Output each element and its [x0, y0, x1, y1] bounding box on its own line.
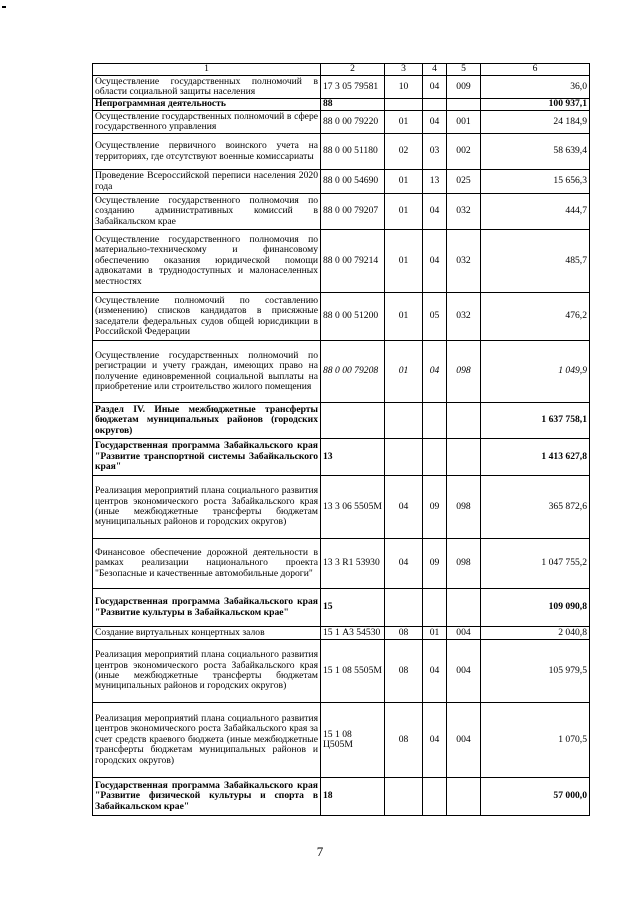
row-col4: 03: [423, 134, 447, 170]
row-name: Создание виртуальных концертных залов: [93, 627, 321, 640]
row-name: Реализация мероприятий плана социального развития центров экономического роста Забайкальского края (иные межбюджетные трансферты бюджетам муниципальных районов и городских округов): [93, 640, 321, 703]
table-row: [93, 341, 590, 403]
row-col3: [385, 778, 423, 816]
row-amount: 36,0: [481, 76, 590, 99]
row-col4: 09: [423, 539, 447, 589]
row-col4: 04: [423, 640, 447, 703]
table-row: [93, 99, 590, 111]
row-code: 88 0 00 51180: [321, 134, 385, 170]
row-name: Государственная программа Забайкальского края "Развитие физической культуры и спорта в Забайкальском крае": [93, 778, 321, 816]
row-name: Государственная программа Забайкальского края "Развитие транспортной системы Забайкальского края": [93, 439, 321, 476]
row-code: 18: [321, 778, 385, 816]
table-header-row: [93, 64, 590, 76]
row-code: 13: [321, 439, 385, 476]
row-col3: 01: [385, 293, 423, 341]
row-amount: 1 637 758,1: [481, 403, 590, 439]
row-col3: 10: [385, 76, 423, 99]
row-col4: 09: [423, 476, 447, 539]
row-name: Государственная программа Забайкальского края "Развитие культуры в Забайкальском крае": [93, 589, 321, 627]
row-amount: 58 639,4: [481, 134, 590, 170]
row-amount: 24 184,9: [481, 111, 590, 134]
row-col3: 08: [385, 703, 423, 778]
edge-mark: [2, 6, 6, 8]
row-col4: 04: [423, 703, 447, 778]
row-col5: 098: [447, 476, 481, 539]
budget-table: [92, 63, 590, 816]
row-col5: [447, 99, 481, 111]
row-col5: 001: [447, 111, 481, 134]
table-row: [93, 134, 590, 170]
row-amount: 444,7: [481, 194, 590, 230]
row-col4: 04: [423, 111, 447, 134]
column-header: 5: [447, 64, 481, 76]
row-code: 88 0 00 79220: [321, 111, 385, 134]
row-name: Финансовое обеспечение дорожной деятельности в рамках реализации национального проекта "Безопасные и качественные автомобильные дороги": [93, 539, 321, 589]
table-row: [93, 76, 590, 99]
table-row: [93, 476, 590, 539]
row-amount: 2 040,8: [481, 627, 590, 640]
table-row: [93, 230, 590, 293]
row-col3: 01: [385, 111, 423, 134]
row-name: Осуществление полномочий по составлению (изменению) списков кандидатов в присяжные заседатели федеральных судов общей юрисдикции в Российской Федерации: [93, 293, 321, 341]
row-col4: 04: [423, 230, 447, 293]
table-row: [93, 111, 590, 134]
row-col3: 04: [385, 476, 423, 539]
row-amount: 476,2: [481, 293, 590, 341]
row-col4: [423, 403, 447, 439]
row-col4: 04: [423, 194, 447, 230]
row-amount: 485,7: [481, 230, 590, 293]
row-col3: 01: [385, 194, 423, 230]
row-col5: 098: [447, 539, 481, 589]
row-code: 15 1 08 Ц505М: [321, 703, 385, 778]
row-col3: 01: [385, 230, 423, 293]
row-amount: 1 413 627,8: [481, 439, 590, 476]
row-amount: 100 937,1: [481, 99, 590, 111]
table-row: [93, 627, 590, 640]
row-amount: 1 047 755,2: [481, 539, 590, 589]
table-row: [93, 170, 590, 194]
table-row: [93, 439, 590, 476]
row-amount: 105 979,5: [481, 640, 590, 703]
row-col5: 032: [447, 293, 481, 341]
row-col4: 04: [423, 341, 447, 403]
row-name: Реализация мероприятий плана социального развития центров экономического роста Забайкальского края (иные межбюджетные трансферты бюджетам муниципальных районов и городских округов): [93, 476, 321, 539]
row-code: 88: [321, 99, 385, 111]
row-col3: 01: [385, 170, 423, 194]
row-name: Реализация мероприятий плана социального развития центров экономического роста Забайкальского края за счет средств краевого бюджета (иные межбюджетные трансферты бюджетам муниципальных районов и городских округов): [93, 703, 321, 778]
row-amount: 1 049,9: [481, 341, 590, 403]
column-header: 6: [481, 64, 590, 76]
row-code: 88 0 00 79214: [321, 230, 385, 293]
row-name: Непрограммная деятельность: [93, 99, 321, 111]
row-col3: 01: [385, 341, 423, 403]
row-col5: [447, 439, 481, 476]
row-col5: 025: [447, 170, 481, 194]
row-col5: [447, 589, 481, 627]
column-header: 1: [93, 64, 321, 76]
row-code: 13 3 06 5505М: [321, 476, 385, 539]
row-col5: 098: [447, 341, 481, 403]
row-name: Осуществление государственных полномочий в сфере государственного управления: [93, 111, 321, 134]
row-col3: [385, 99, 423, 111]
row-col5: 002: [447, 134, 481, 170]
row-col5: 004: [447, 703, 481, 778]
column-header: 4: [423, 64, 447, 76]
table-row: [93, 194, 590, 230]
row-col3: [385, 439, 423, 476]
row-col4: [423, 589, 447, 627]
row-name: Проведение Всероссийской переписи населения 2020 года: [93, 170, 321, 194]
row-col5: 032: [447, 230, 481, 293]
row-col4: 05: [423, 293, 447, 341]
row-col5: 004: [447, 627, 481, 640]
row-col4: [423, 778, 447, 816]
table-row: [93, 539, 590, 589]
row-code: 15 1 08 5505М: [321, 640, 385, 703]
row-col4: [423, 439, 447, 476]
row-code: 88 0 00 54690: [321, 170, 385, 194]
row-amount: 57 000,0: [481, 778, 590, 816]
column-header: 3: [385, 64, 423, 76]
row-code: 88 0 00 79208: [321, 341, 385, 403]
row-code: 88 0 00 51200: [321, 293, 385, 341]
row-col3: 08: [385, 640, 423, 703]
row-col3: 08: [385, 627, 423, 640]
row-amount: 1 070,5: [481, 703, 590, 778]
row-code: 15 1 А3 54530: [321, 627, 385, 640]
row-col4: [423, 99, 447, 111]
row-name: Осуществление государственного полномочия по материально-техническому и финансовому обеспечению оказания юридической помощи адвокатами в труднодоступных и малонаселенных местностях: [93, 230, 321, 293]
row-name: Осуществление государственного полномочия по созданию административных комиссий в Забайкальском крае: [93, 194, 321, 230]
row-amount: 365 872,6: [481, 476, 590, 539]
column-header: 2: [321, 64, 385, 76]
row-name: Осуществление первичного воинского учета на территориях, где отсутствуют военные комиссариаты: [93, 134, 321, 170]
row-col3: 04: [385, 539, 423, 589]
row-col3: [385, 589, 423, 627]
row-name: Раздел IV. Иные межбюджетные трансферты бюджетам муниципальных районов (городских округов): [93, 403, 321, 439]
row-name: Осуществление государственных полномочий по регистрации и учету граждан, имеющих право на получение единовременной социальной выплаты на приобретение или строительство жилого помещения: [93, 341, 321, 403]
row-col5: 032: [447, 194, 481, 230]
page-number: 7: [316, 844, 324, 859]
row-name: Осуществление государственных полномочий в области социальной защиты населения: [93, 76, 321, 99]
row-code: 88 0 00 79207: [321, 194, 385, 230]
row-col5: 004: [447, 640, 481, 703]
row-code: 15: [321, 589, 385, 627]
row-amount: 109 090,8: [481, 589, 590, 627]
row-code: 17 3 05 79581: [321, 76, 385, 99]
row-code: [321, 403, 385, 439]
table-row: [93, 293, 590, 341]
row-col5: [447, 778, 481, 816]
table-row: [93, 403, 590, 439]
row-amount: 15 656,3: [481, 170, 590, 194]
table-row: [93, 703, 590, 778]
table-row: [93, 778, 590, 816]
row-col4: 04: [423, 76, 447, 99]
table-row: [93, 640, 590, 703]
row-col3: 02: [385, 134, 423, 170]
row-col5: [447, 403, 481, 439]
table-row: [93, 589, 590, 627]
row-code: 13 3 R1 53930: [321, 539, 385, 589]
row-col3: [385, 403, 423, 439]
row-col4: 13: [423, 170, 447, 194]
row-col4: 01: [423, 627, 447, 640]
row-col5: 009: [447, 76, 481, 99]
